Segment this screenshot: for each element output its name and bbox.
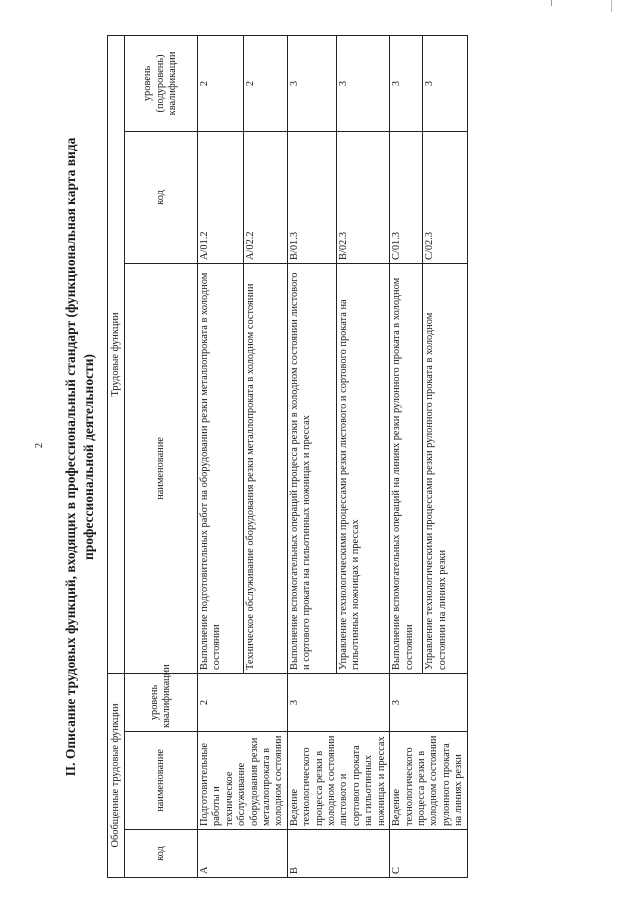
section-title bbox=[62, 77, 98, 837]
group-level: 3 bbox=[390, 673, 467, 731]
header-function-code: код bbox=[125, 131, 198, 263]
group-level: 2 bbox=[198, 673, 288, 731]
function-code: B/01.3 bbox=[287, 131, 336, 263]
header-generalized-functions: Обобщенные трудовые функции bbox=[108, 673, 125, 877]
functional-map-table bbox=[107, 35, 468, 878]
function-name: Выполнение вспомогательных операций на линиях резки рулонного проката в холодном состоянии bbox=[390, 263, 423, 673]
function-code: A/01.2 bbox=[198, 131, 244, 263]
function-name: Управление технологическими процессами резки листового и сортового проката на гильотинных ножницах и прессах bbox=[336, 263, 389, 673]
function-code: A/02.2 bbox=[243, 131, 287, 263]
rotated-page-content bbox=[62, 32, 602, 882]
group-name: Ведение технологического процесса резки в холодном состоянии листового и сортового проката на гильотинных ножницах и прессах bbox=[287, 732, 389, 830]
group-code: C bbox=[390, 830, 467, 878]
group-name: Ведение технологического процесса резки в холодном состоянии рулонного проката на линиях резки bbox=[390, 732, 467, 830]
header-function-sublevel: уровень (подуровень) квалификации bbox=[125, 35, 198, 131]
table-row bbox=[287, 35, 336, 877]
function-code: C/01.3 bbox=[390, 131, 423, 263]
table-row bbox=[390, 35, 423, 877]
function-name: Выполнение вспомогательных операций процесса резки в холодном состоянии листового и сортового проката на гильотинных ножницах и прессах bbox=[287, 263, 336, 673]
function-level: 2 bbox=[243, 35, 287, 131]
header-generalized-name: наименование bbox=[125, 732, 198, 830]
section-title-line-1: II. Описание трудовых функций, входящих в профессиональный стандарт (функциональная карта вида bbox=[63, 137, 78, 777]
group-name: Подготовительные работы и техническое обслуживание оборудования резки металлопроката в холодном состоянии bbox=[198, 732, 288, 830]
group-level: 3 bbox=[287, 673, 389, 731]
header-function-name: наименование bbox=[125, 263, 198, 673]
function-code: C/02.3 bbox=[423, 131, 467, 263]
function-code: B/02.3 bbox=[336, 131, 389, 263]
table-row bbox=[198, 35, 244, 877]
header-generalized-code: код bbox=[125, 830, 198, 878]
function-level: 3 bbox=[423, 35, 467, 131]
group-code: A bbox=[198, 830, 288, 878]
scan-edge-mark bbox=[551, 0, 552, 6]
function-level: 3 bbox=[336, 35, 389, 131]
section-title-line-2: профессиональной деятельности) bbox=[81, 354, 96, 560]
group-code: B bbox=[287, 830, 389, 878]
function-name: Техническое обслуживание оборудования резки металлопроката в холодном состоянии bbox=[243, 263, 287, 673]
function-level: 2 bbox=[198, 35, 244, 131]
header-labor-functions: Трудовые функции bbox=[108, 35, 125, 673]
page-number: 2 bbox=[34, 443, 45, 448]
function-level: 3 bbox=[390, 35, 423, 131]
header-generalized-level: уровень квалификации bbox=[125, 673, 198, 731]
function-level: 3 bbox=[287, 35, 336, 131]
function-name: Управление технологическими процессами резки рулонного проката в холодном состоянии на линиях резки bbox=[423, 263, 467, 673]
scan-corner-mark bbox=[611, 0, 612, 12]
function-name: Выполнение подготовительных работ на оборудовании резки металлопроката в холодном состоянии bbox=[198, 263, 244, 673]
